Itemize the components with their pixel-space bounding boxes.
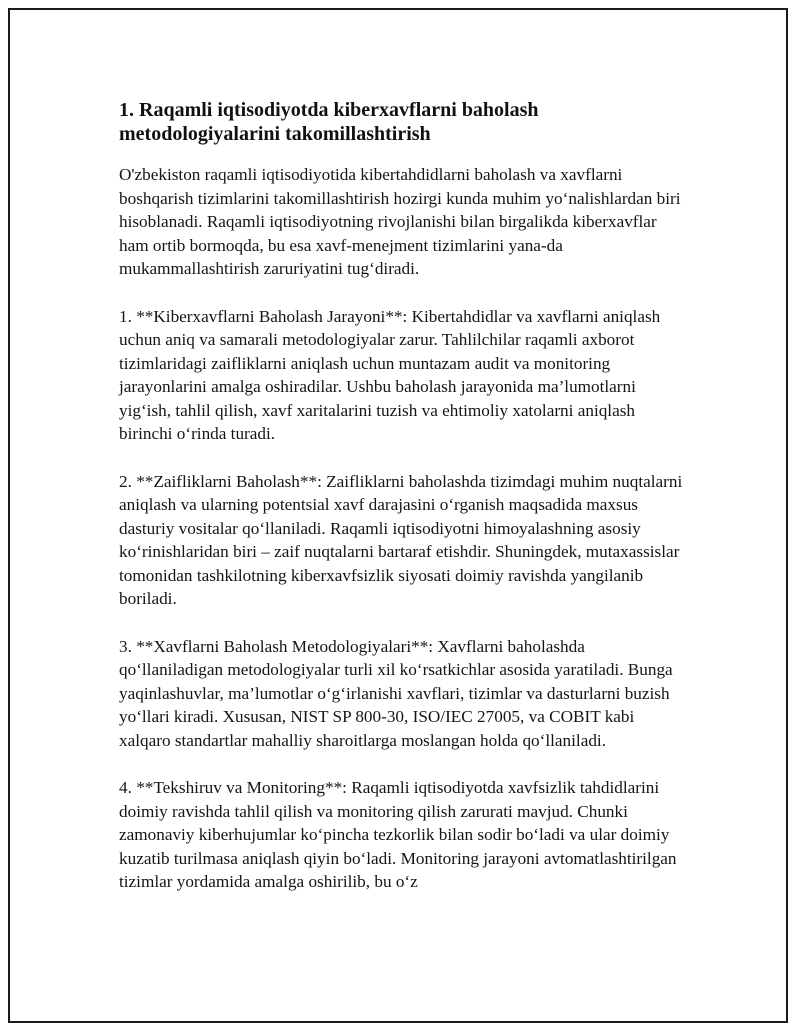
document-page [8,8,788,1023]
paragraph-inspection-monitoring: 4. **Tekshiruv va Monitoring**: Raqamli iqtisodiyotda xavfsizlik tahdidlarini doimiy ravishda tahlil qilish va monitoring qilish zarurati mavjud. Chunki zamonaviy kiberhujumlar ko‘pincha tezkorlik bilan sodir bo‘ladi va ular doimiy kuzatib turilmasa aniqlash qiyin bo‘ladi. Monitoring jarayoni avtomatlashtirilgan tizimlar yordamida amalga oshirilib, bu o‘z [119,778,677,891]
paragraph-risk-methodologies: 3. **Xavflarni Baholash Metodologiyalari**: Xavflarni baholashda qo‘llaniladigan metodologiyalar turli xil ko‘rsatkichlar asosida yaratiladi. Bunga yaqinlashuvlar, ma’lumotlar o‘g‘irlanishi xavflari, tizimlar va dasturlarni buzish yo‘llari kiradi. Xususan, NIST SP 800-30, ISO/IEC 27005, va COBIT kabi xalqaro standartlar mahalliy sharoitlarga moslangan holda qo‘llaniladi. [119,636,673,750]
section-heading: 1. Raqamli iqtisodiyotda kiberxavflarni baholash metodologiyalarini takomillashtirish [119,99,539,145]
document-body [119,98,689,918]
paragraph-vulnerability-assessment: 2. **Zaifliklarni Baholash**: Zaifliklarni baholashda tizimdagi muhim nuqtalarni aniqlash va ularning potentsial xavf darajasini o‘rganish maqsadida maxsus dasturiy vositalar qo‘llaniladi. Raqamli iqtisodiyotni himoyalashning asosiy ko‘rinishlaridan biri – zaif nuqtalarni bartaraf etishdir. Shuningdek, mutaxassislar tomonidan tashkilotning kiberxavfsizlik siyosati doimiy ravishda yangilanib boriladi. [119,471,683,608]
intro-paragraph: O'zbekiston raqamli iqtisodiyotida kibertahdidlarni baholash va xavflarni boshqarish tizimlarini takomillashtirish hozirgi kunda muhim yo‘nalishlardan biri hisoblanadi. Raqamli iqtisodiyotning rivojlanishi bilan birgalikda kiberxavflar ham ortib bormoqda, bu esa xavf-menejment tizimlarini yana-da mukammallashtirish zaruriyatini tug‘diradi. [119,165,681,278]
paragraph-risk-assessment-process: 1. **Kiberxavflarni Baholash Jarayoni**: Kibertahdidlar va xavflarni aniqlash uchun aniq va samarali metodologiyalar zarur. Tahlilchilar raqamli axborot tizimlaridagi zaifliklarni aniqlash uchun muntazam audit va monitoring jarayonlarini amalga oshiradilar. Ushbu baholash jarayonida ma’lumotlarni yig‘ish, tahlil qilish, xavf xaritalarini tuzish va ehtimoliy xatolarni aniqlash birinchi o‘rinda turadi. [119,306,661,443]
